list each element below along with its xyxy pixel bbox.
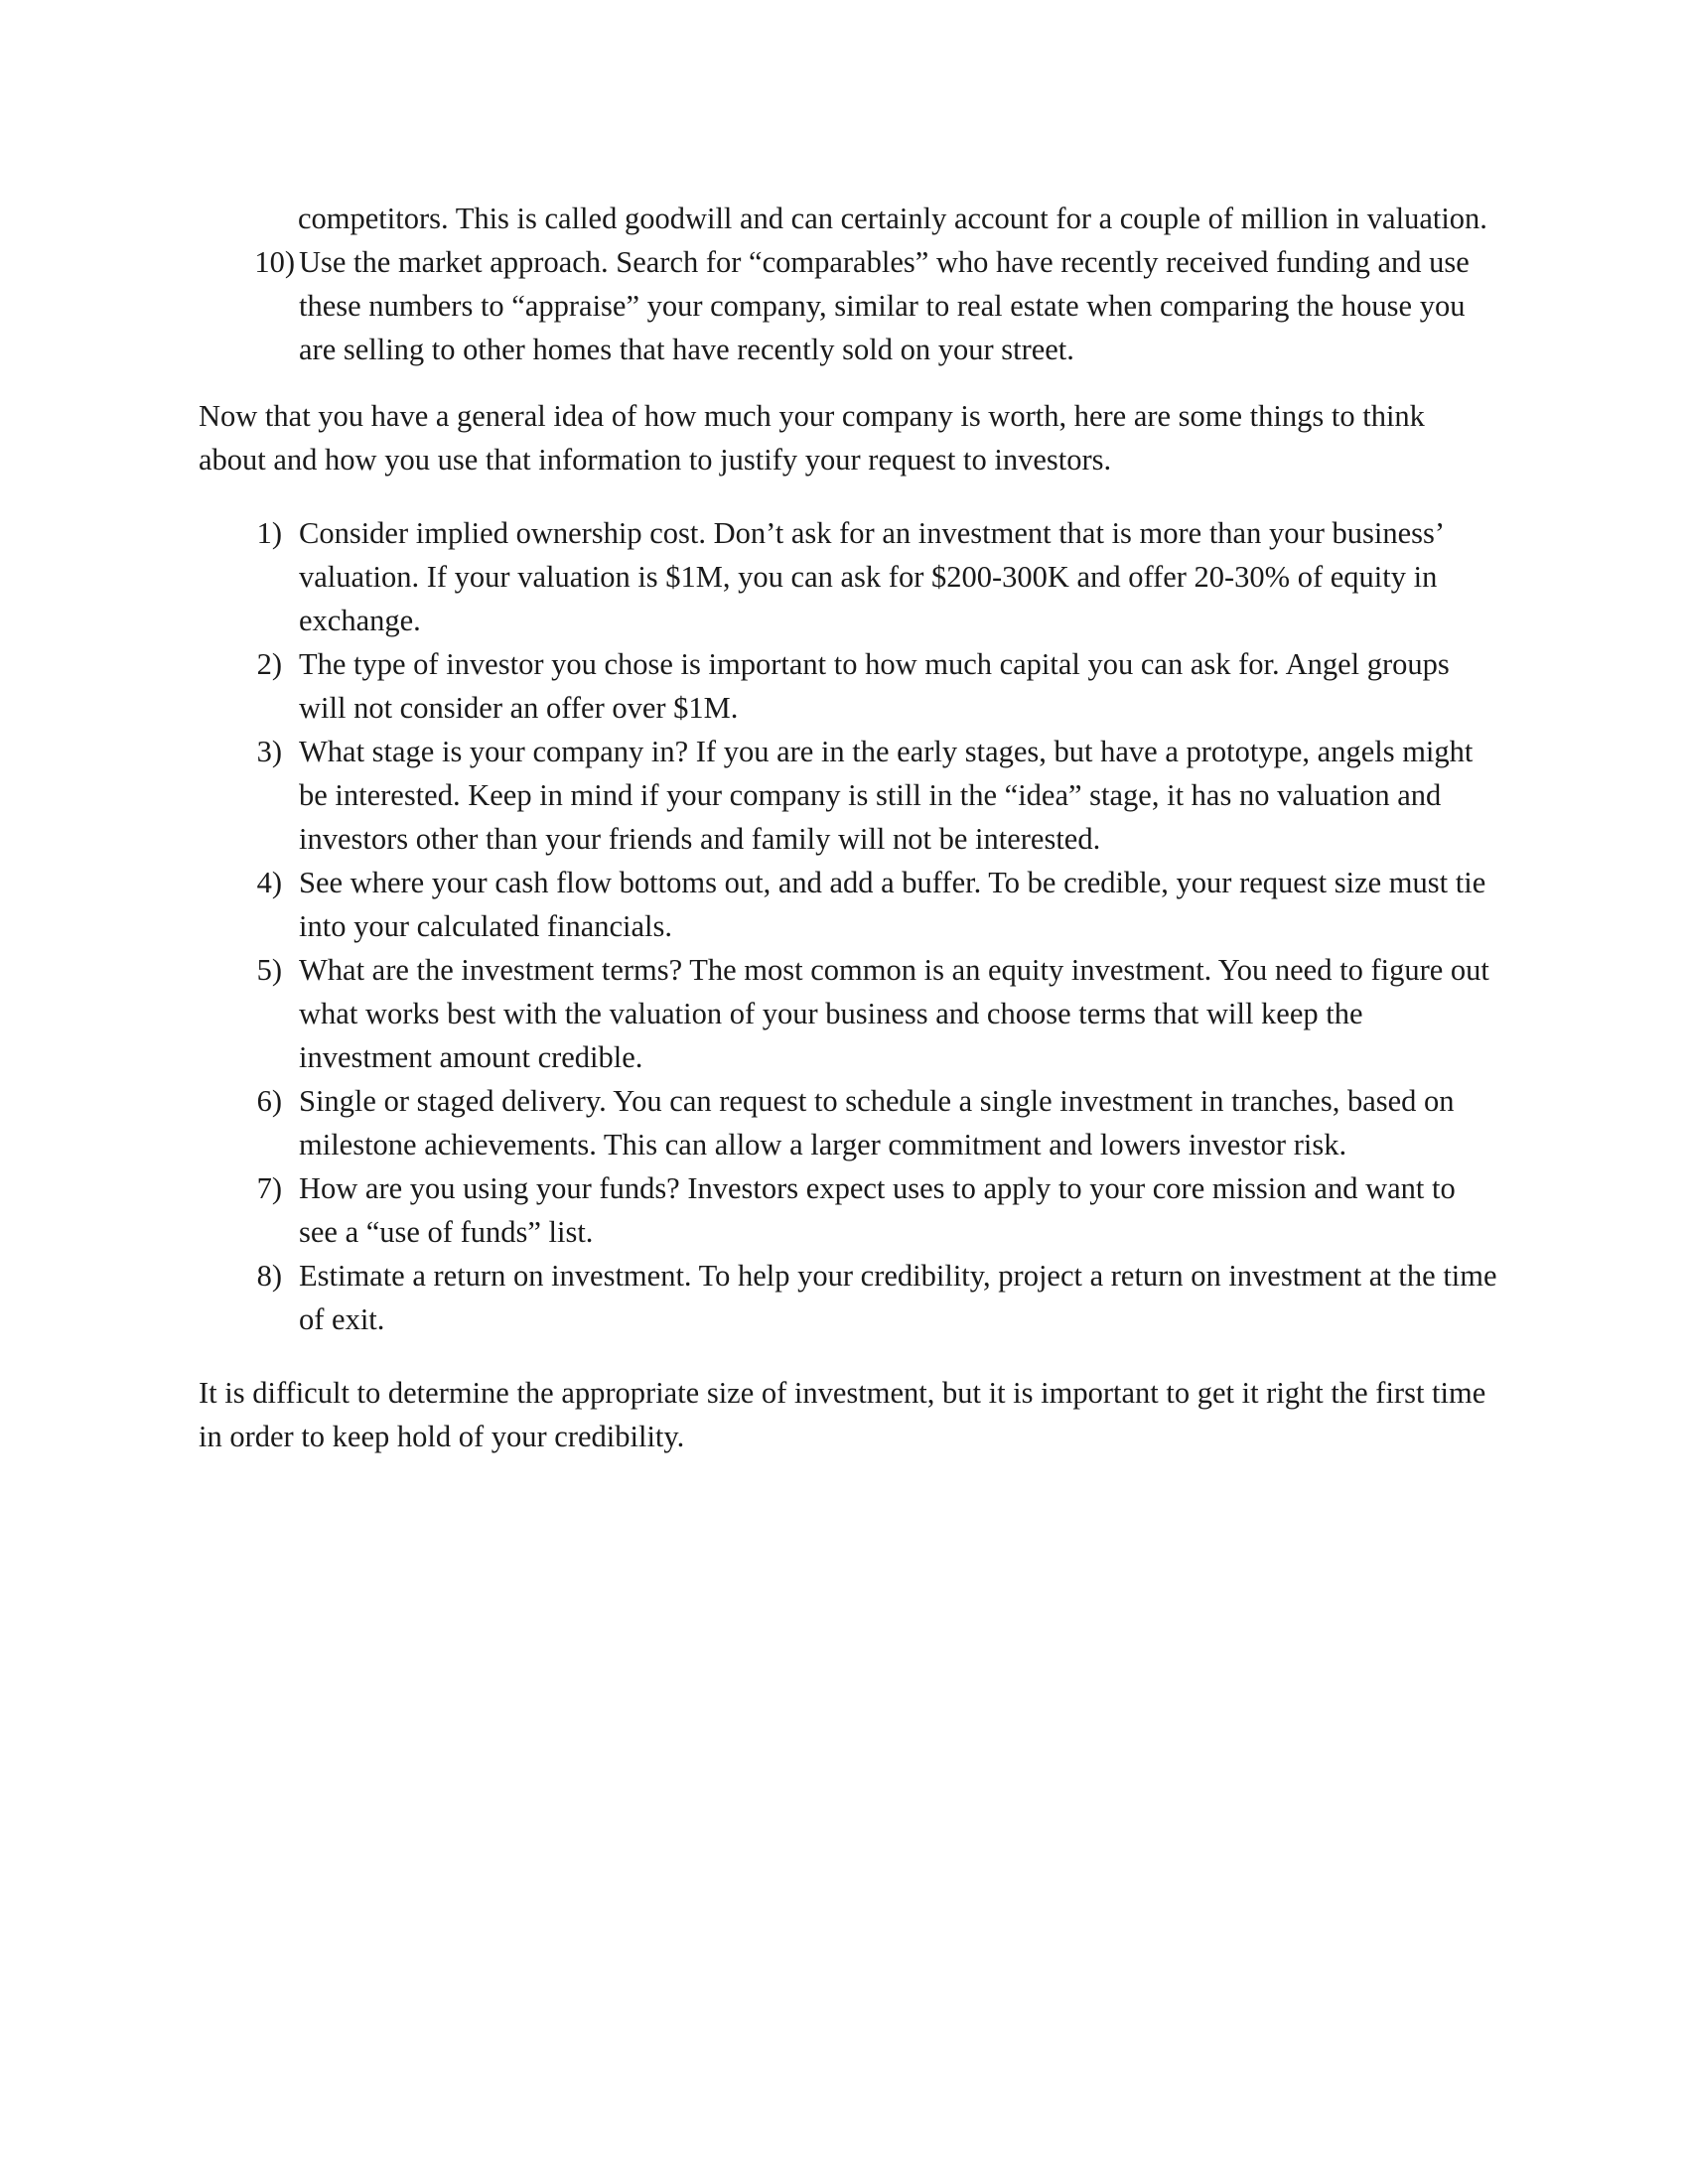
- document-body: [199, 197, 1499, 1458]
- list-item: [199, 642, 1499, 730]
- valuation-methods-list: [199, 240, 1499, 371]
- list-item-number: 2): [256, 647, 282, 681]
- list-item-text: How are you using your funds? Investors expect uses to apply to your core mission and want to see a “use of funds” list.: [299, 1171, 1456, 1249]
- list-item-text: What stage is your company in? If you are in the early stages, but have a prototype, angels might be interested. Keep in mind if your company is still in the “idea” stage, it has no valuation and investors other than your friends and family will not be interested.: [299, 735, 1474, 856]
- list-item-number: 8): [256, 1259, 282, 1293]
- list-continuation-text: competitors. This is called goodwill and can certainly account for a couple of million in valuation.: [298, 202, 1487, 235]
- closing-paragraph: It is difficult to determine the appropriate size of investment, but it is important to get it right the first time in order to keep hold of your credibility.: [199, 1376, 1486, 1453]
- list-item: [199, 948, 1499, 1079]
- list-item-number: 10): [254, 245, 295, 279]
- list-item-text: Consider implied ownership cost. Don’t ask for an investment that is more than your business’ valuation. If your valuation is $1M, you can ask for $200-300K and offer 20-30% of equity in exchange.: [299, 516, 1443, 637]
- list-item-number: 5): [256, 953, 282, 987]
- list-item-text: Estimate a return on investment. To help your credibility, project a return on investment at the time of exit.: [299, 1259, 1497, 1336]
- list-item-number: 6): [256, 1084, 282, 1118]
- list-item: [199, 1166, 1499, 1254]
- list-item: [199, 861, 1499, 948]
- list-item-number: 1): [256, 516, 282, 550]
- list-item: [199, 1079, 1499, 1166]
- intro-paragraph: Now that you have a general idea of how much your company is worth, here are some things to think about and how you use that information to justify your request to investors.: [199, 399, 1425, 477]
- list-item-text: Single or staged delivery. You can request to schedule a single investment in tranches, based on milestone achievements. This can allow a larger commitment and lowers investor risk.: [299, 1084, 1455, 1161]
- list-item-text: What are the investment terms? The most common is an equity investment. You need to figure out what works best with the valuation of your business and choose terms that will keep the investment amount credible.: [299, 953, 1489, 1074]
- list-item-text: The type of investor you chose is important to how much capital you can ask for. Angel groups will not consider an offer over $1M.: [299, 647, 1450, 725]
- list-item: [199, 240, 1499, 371]
- list-item: [199, 1254, 1499, 1341]
- list-item-text: Use the market approach. Search for “comparables” who have recently received funding and use these numbers to “appraise” your company, similar to real estate when comparing the house you are selling to other homes that have recently sold on your street.: [299, 245, 1470, 366]
- list-item: [199, 511, 1499, 642]
- list-item-text: See where your cash flow bottoms out, and add a buffer. To be credible, your request size must tie into your calculated financials.: [299, 866, 1486, 943]
- list-item-number: 3): [256, 735, 282, 768]
- list-item: [199, 730, 1499, 861]
- list-item-number: 7): [256, 1171, 282, 1205]
- list-item-number: 4): [256, 866, 282, 899]
- investor-considerations-list: [199, 511, 1499, 1341]
